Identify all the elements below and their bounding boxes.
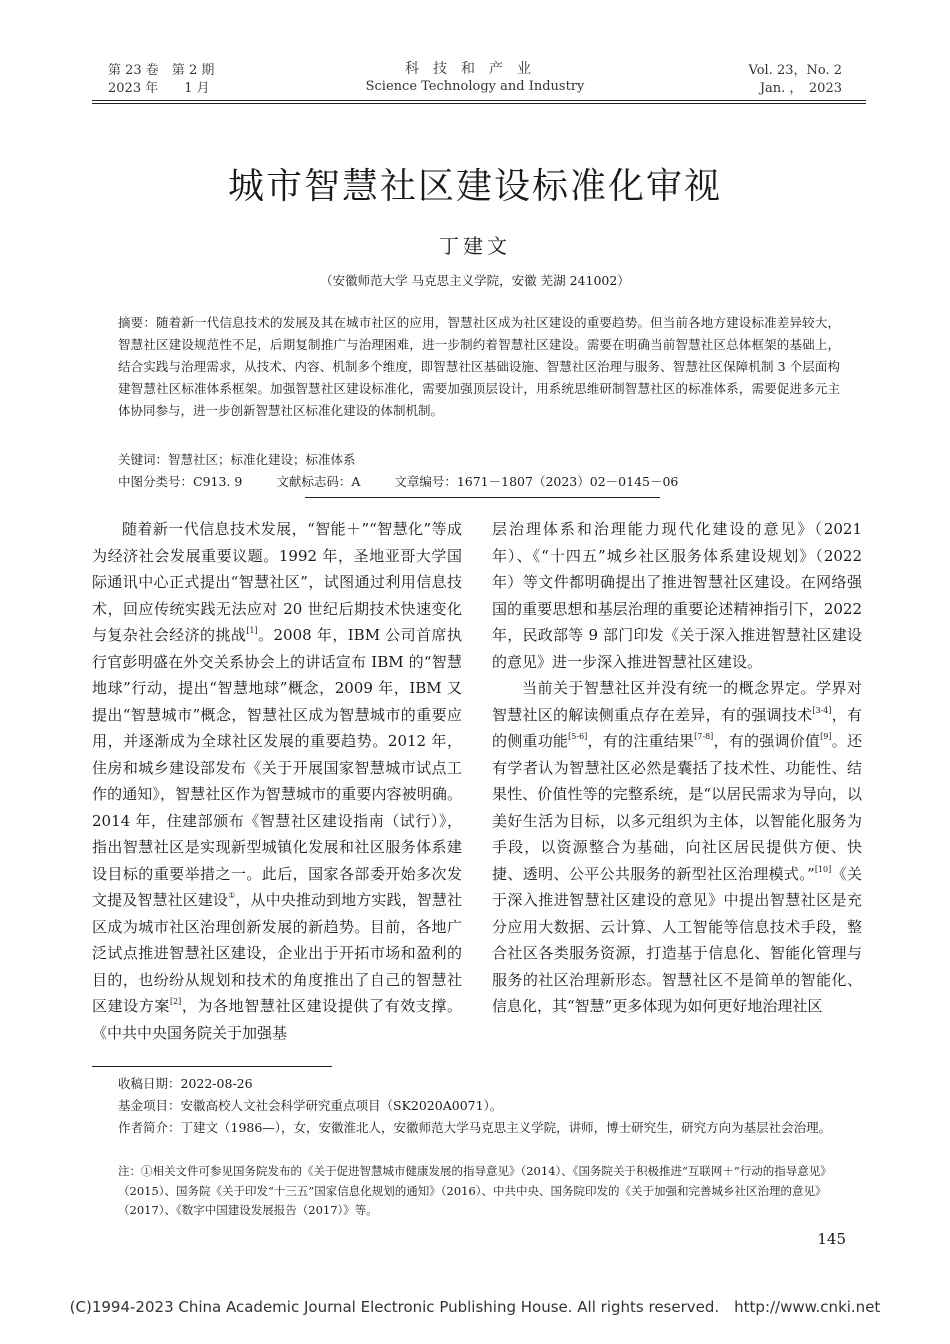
citation-ref: [2] — [169, 997, 182, 1006]
journal-name-cn: 科技和产业 — [405, 61, 545, 77]
text-run: ，从中央推动到地方实践，智慧社区成为城市社区治理创新发展的新趋势。目前，各地广泛试点推进智慧社区建设，企业出于开拓市场和盈利的目的，也纷纷从规划和技术的角度推出了自己的智慧社区建设方案 — [92, 891, 462, 1015]
paper-title: 城市智慧社区建设标准化审视 — [227, 166, 722, 207]
text-run: ，有的强调价值 — [713, 732, 821, 750]
abstract-separator — [305, 497, 660, 498]
text-run: 当前关于智慧社区并没有统一的概念界定。学界对智慧社区的解读侧重点存在差异，有的强调技术 — [492, 679, 862, 724]
citation-ref: [9] — [820, 732, 832, 741]
text-run: ，有的注重结果 — [587, 732, 695, 750]
received-date: 收稿日期：2022-08-26 — [118, 1076, 253, 1091]
date-text: 2023 年 1 月 — [108, 81, 210, 96]
footnote-separator — [92, 1066, 332, 1067]
author-name: 丁建文 — [439, 234, 511, 258]
citation-ref: [1] — [246, 626, 258, 635]
keywords: 关键词：智慧社区；标准化建设；标准体系 — [118, 452, 356, 467]
journal-volume-issue — [108, 62, 214, 98]
text-run: 。2008 年，IBM 公司首席执行官彭明盛在外交关系协会上的讲话宣布 IBM 的“智慧地球”行动，提出“智慧地球”概念，2009 年，IBM 又提出“智慧城市”概念，智慧社区成为智慧城市的重要应用，并逐渐成为全球社区发展的重要趋势。2012 年，住房和城乡建设部发布《关于开展国家智慧城市试点工作的通知》，智慧社区作为智慧城市的重要内容被明确。2014 年，住建部颁布《智慧社区建设指南（试行）》，指出智慧社区是实现新型城镇化发展和社区服务体系建设目标的重要举措之一。此后，国家各部委开始多次发文提及智慧社区建设 — [92, 626, 462, 909]
body-paragraph — [92, 516, 462, 1046]
page-number: 145 — [817, 1230, 846, 1248]
journal-volume-en — [749, 62, 843, 98]
footnote-ref: ① — [228, 891, 236, 900]
document-code: 文献标志码：A — [276, 474, 361, 489]
body-paragraph: 层治理体系和治理能力现代化建设的意见》（2021 年）、《“十四五”城乡社区服务体系建设规划》（2022 年）等文件都明确提出了推进智慧社区建设。在网络强国的重要思想和基层治理的重要论述精神指引下，2022 年，民政部等 9 部门印发《关于深入推进智慧社区建设的意见》进一步深入推进智慧社区建设。 — [492, 520, 862, 671]
volume-en-text: Vol. 23，No. 2 — [748, 63, 842, 78]
date-en-text: Jan. ， 2023 — [759, 81, 842, 96]
article-number: 文章编号：1671－1807（2023）02－0145－06 — [394, 474, 679, 489]
text-run: 《关于深入推进智慧社区建设的意见》中提出智慧社区是充分应用大数据、云计算、人工智能等信息技术手段，整合社区各类服务资源，打造基于信息化、智能化管理与服务的社区治理新形态。智慧社区不是简单的智能化、信息化，其“智慧”更多体现为如何更好地治理社区 — [492, 864, 862, 1015]
citation-ref: [10] — [814, 864, 832, 874]
fund-info: 基金项目：安徽高校人文社会科学研究重点项目（SK2020A0071）。 — [118, 1098, 503, 1113]
text-run: ，有的侧重功能 — [492, 705, 862, 750]
header-rule — [92, 100, 866, 101]
volume-issue-text: 第 23 卷 第 2 期 — [108, 63, 215, 78]
text-run: ，为各地智慧社区建设提供了有效支撑。《中共中央国务院关于加强基 — [92, 997, 462, 1042]
abstract: 摘要：随着新一代信息技术的发展及其在城市社区的应用，智慧社区成为社区建设的重要趋势。但当前各地方建设标准差异较大，智慧社区建设规范性不足，后期复制推广与治理困难，进一步制约着智慧社区建设。需要在明确当前智慧社区总体框架的基础上，结合实践与治理需求，从技术、内容、机制多个维度，即智慧社区基础设施、智慧社区治理与服务、智慧社区保障机制 3 个层面构建智慧社区标准体系框架。加强智慧社区建设标准化，需要加强顶层设计，用系统思维研制智慧社区的标准体系，需要促进多元主体协同参与，进一步创新智慧社区标准化建设的体制机制。 — [118, 315, 840, 418]
citation-ref: [7-8] — [694, 732, 714, 741]
citation-ref: [5-6] — [568, 732, 588, 741]
footnote-note: 注：①相关文件可参见国务院发布的《关于促进智慧城市健康发展的指导意见》（2014）、《国务院关于积极推进“互联网＋”行动的指导意见》（2015）、国务院《关于印发“十三五”国家信息化规划的通知》（2016）、中共中央、国务院印发的《关于加强和完善城乡社区治理的意见》（2017）、《数字中国建设发展报告（2017）》等。 — [118, 1164, 832, 1217]
clc-number: 中图分类号：C913. 9 — [118, 474, 243, 489]
body-paragraph — [492, 675, 862, 1020]
body-column-right — [492, 516, 862, 1020]
journal-name — [300, 60, 650, 96]
header-rule-second — [92, 103, 866, 104]
author-affiliation: （安徽师范大学 马克思主义学院，安徽 芜湖 241002） — [320, 273, 630, 288]
author-bio: 作者简介：丁建文（1986—），女，安徽淮北人，安徽师范大学马克思主义学院，讲师，博士研究生，研究方向为基层社会治理。 — [118, 1120, 832, 1135]
text-run: 。还有学者认为智慧社区必然是囊括了技术性、功能性、结果性、价值性等的完整系统，是“以居民需求为导向，以美好生活为目标，以多元组织为主体，以智能化服务为手段，以资源整合为基础，向社区居民提供方便、快捷、透明、公平公共服务的新型社区治理模式。” — [492, 732, 862, 883]
classification-line — [118, 471, 840, 493]
journal-name-en: Science Technology and Industry — [365, 79, 585, 94]
citation-ref: [3-4] — [812, 705, 832, 715]
body-column-left — [92, 516, 462, 1046]
copyright-notice: (C)1994-2023 China Academic Journal Electronic Publishing House. All rights reserved. http://www.cnki.net — [69, 1298, 881, 1316]
text-run: 随着新一代信息技术发展，“智能＋”“智慧化”等成为经济社会发展重要议题。1992 年，圣地亚哥大学国际通讯中心正式提出“智慧社区”，试图通过利用信息技术，回应传统实践无法应对 20 世纪后期技术快速变化与复杂社会经济的挑战 — [92, 520, 462, 644]
